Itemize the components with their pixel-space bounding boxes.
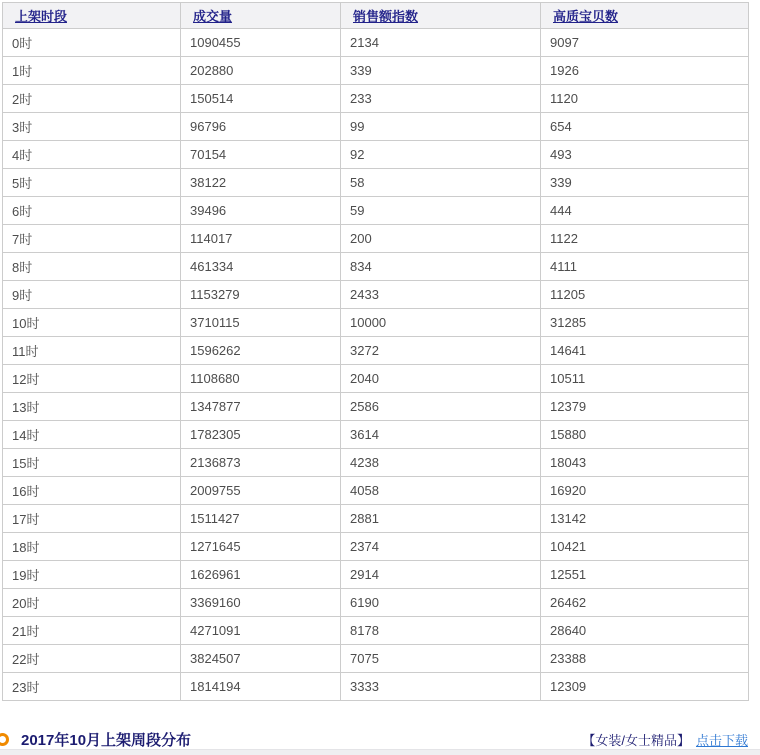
table-row [3, 365, 749, 393]
cell-volume: 150514 [181, 85, 341, 113]
cell-quality-items: 1122 [541, 225, 749, 253]
cell-volume: 461334 [181, 253, 341, 281]
cell-volume: 4271091 [181, 617, 341, 645]
cell-sales-index: 3333 [341, 673, 541, 701]
next-section-header [0, 727, 748, 751]
cell-quality-items: 444 [541, 197, 749, 225]
cell-volume: 1271645 [181, 533, 341, 561]
cell-volume: 2009755 [181, 477, 341, 505]
cell-quality-items: 18043 [541, 449, 749, 477]
section-title: 2017年10月上架周段分布 [21, 731, 192, 749]
table-row [3, 393, 749, 421]
cell-time: 7时 [3, 225, 181, 253]
cell-volume: 70154 [181, 141, 341, 169]
column-header-time [3, 3, 181, 29]
table-row [3, 421, 749, 449]
cell-quality-items: 23388 [541, 645, 749, 673]
cell-time: 21时 [3, 617, 181, 645]
cell-time: 12时 [3, 365, 181, 393]
cell-sales-index: 2040 [341, 365, 541, 393]
table-row [3, 281, 749, 309]
cell-sales-index: 3614 [341, 421, 541, 449]
cell-time: 22时 [3, 645, 181, 673]
cell-volume: 38122 [181, 169, 341, 197]
cell-time: 17时 [3, 505, 181, 533]
column-header-quality-items-link[interactable]: 高质宝贝数 [553, 9, 619, 24]
cell-quality-items: 11205 [541, 281, 749, 309]
cell-quality-items: 1120 [541, 85, 749, 113]
cell-quality-items: 339 [541, 169, 749, 197]
category-label: 【女装/女士精品】 [582, 732, 690, 748]
cell-time: 18时 [3, 533, 181, 561]
cell-volume: 1153279 [181, 281, 341, 309]
cell-sales-index: 2134 [341, 29, 541, 57]
cell-time: 2时 [3, 85, 181, 113]
cell-time: 6时 [3, 197, 181, 225]
table-row [3, 505, 749, 533]
table-row [3, 589, 749, 617]
cell-quality-items: 493 [541, 141, 749, 169]
table-row [3, 645, 749, 673]
column-header-quality-items [541, 3, 749, 29]
cell-sales-index: 92 [341, 141, 541, 169]
cell-quality-items: 9097 [541, 29, 749, 57]
cell-volume: 2136873 [181, 449, 341, 477]
cell-time: 9时 [3, 281, 181, 309]
cell-quality-items: 28640 [541, 617, 749, 645]
cell-volume: 3369160 [181, 589, 341, 617]
cell-time: 14时 [3, 421, 181, 449]
listing-time-table [2, 2, 749, 701]
column-header-time-link[interactable]: 上架时段 [15, 9, 68, 24]
cell-volume: 1347877 [181, 393, 341, 421]
cell-quality-items: 12551 [541, 561, 749, 589]
table-row [3, 169, 749, 197]
cell-volume: 1782305 [181, 421, 341, 449]
table-row [3, 141, 749, 169]
cell-quality-items: 1926 [541, 57, 749, 85]
cell-sales-index: 59 [341, 197, 541, 225]
cell-time: 10时 [3, 309, 181, 337]
table-row [3, 253, 749, 281]
cell-time: 0时 [3, 29, 181, 57]
cell-quality-items: 14641 [541, 337, 749, 365]
cell-volume: 3824507 [181, 645, 341, 673]
cell-volume: 1626961 [181, 561, 341, 589]
cell-sales-index: 3272 [341, 337, 541, 365]
cell-volume: 3710115 [181, 309, 341, 337]
cell-time: 13时 [3, 393, 181, 421]
table-row [3, 309, 749, 337]
cell-time: 16时 [3, 477, 181, 505]
cell-quality-items: 4111 [541, 253, 749, 281]
cell-volume: 1814194 [181, 673, 341, 701]
cell-volume: 1090455 [181, 29, 341, 57]
table-row [3, 477, 749, 505]
listing-time-table-section [2, 2, 748, 701]
cell-sales-index: 99 [341, 113, 541, 141]
cell-sales-index: 2914 [341, 561, 541, 589]
cell-volume: 1108680 [181, 365, 341, 393]
table-row [3, 57, 749, 85]
cell-sales-index: 7075 [341, 645, 541, 673]
table-header-row [3, 3, 749, 29]
table-row [3, 113, 749, 141]
cell-time: 15时 [3, 449, 181, 477]
footer-right-group [582, 730, 748, 749]
column-header-volume [181, 3, 341, 29]
cell-quality-items: 12379 [541, 393, 749, 421]
cell-sales-index: 834 [341, 253, 541, 281]
cell-sales-index: 4238 [341, 449, 541, 477]
cell-sales-index: 10000 [341, 309, 541, 337]
cell-time: 4时 [3, 141, 181, 169]
cell-volume: 96796 [181, 113, 341, 141]
table-row [3, 225, 749, 253]
cell-volume: 1596262 [181, 337, 341, 365]
table-row [3, 561, 749, 589]
cell-time: 3时 [3, 113, 181, 141]
table-row [3, 85, 749, 113]
table-row [3, 197, 749, 225]
cell-time: 23时 [3, 673, 181, 701]
cell-sales-index: 8178 [341, 617, 541, 645]
cell-volume: 202880 [181, 57, 341, 85]
cell-sales-index: 200 [341, 225, 541, 253]
table-row [3, 337, 749, 365]
next-section-bar [0, 749, 760, 755]
cell-sales-index: 6190 [341, 589, 541, 617]
cell-sales-index: 339 [341, 57, 541, 85]
cell-sales-index: 2881 [341, 505, 541, 533]
cell-time: 8时 [3, 253, 181, 281]
cell-time: 19时 [3, 561, 181, 589]
cell-quality-items: 654 [541, 113, 749, 141]
cell-sales-index: 2586 [341, 393, 541, 421]
cell-volume: 114017 [181, 225, 341, 253]
cell-time: 1时 [3, 57, 181, 85]
cell-volume: 39496 [181, 197, 341, 225]
download-link[interactable]: 点击下载 [695, 732, 748, 748]
cell-quality-items: 26462 [541, 589, 749, 617]
column-header-sales-index [341, 3, 541, 29]
table-row [3, 673, 749, 701]
cell-quality-items: 31285 [541, 309, 749, 337]
cell-quality-items: 16920 [541, 477, 749, 505]
column-header-sales-index-link[interactable]: 销售额指数 [353, 9, 419, 24]
cell-sales-index: 2433 [341, 281, 541, 309]
cell-sales-index: 4058 [341, 477, 541, 505]
cell-sales-index: 233 [341, 85, 541, 113]
cell-time: 5时 [3, 169, 181, 197]
cell-time: 11时 [3, 337, 181, 365]
table-body [3, 29, 749, 701]
cell-quality-items: 10421 [541, 533, 749, 561]
cell-quality-items: 12309 [541, 673, 749, 701]
cell-sales-index: 58 [341, 169, 541, 197]
table-row [3, 449, 749, 477]
cell-quality-items: 15880 [541, 421, 749, 449]
table-row [3, 617, 749, 645]
table-row [3, 29, 749, 57]
cell-volume: 1511427 [181, 505, 341, 533]
cell-quality-items: 10511 [541, 365, 749, 393]
table-header [3, 3, 749, 29]
section-bullet-icon [0, 733, 9, 746]
cell-sales-index: 2374 [341, 533, 541, 561]
table-row [3, 533, 749, 561]
column-header-volume-link[interactable]: 成交量 [193, 9, 233, 24]
cell-quality-items: 13142 [541, 505, 749, 533]
cell-time: 20时 [3, 589, 181, 617]
